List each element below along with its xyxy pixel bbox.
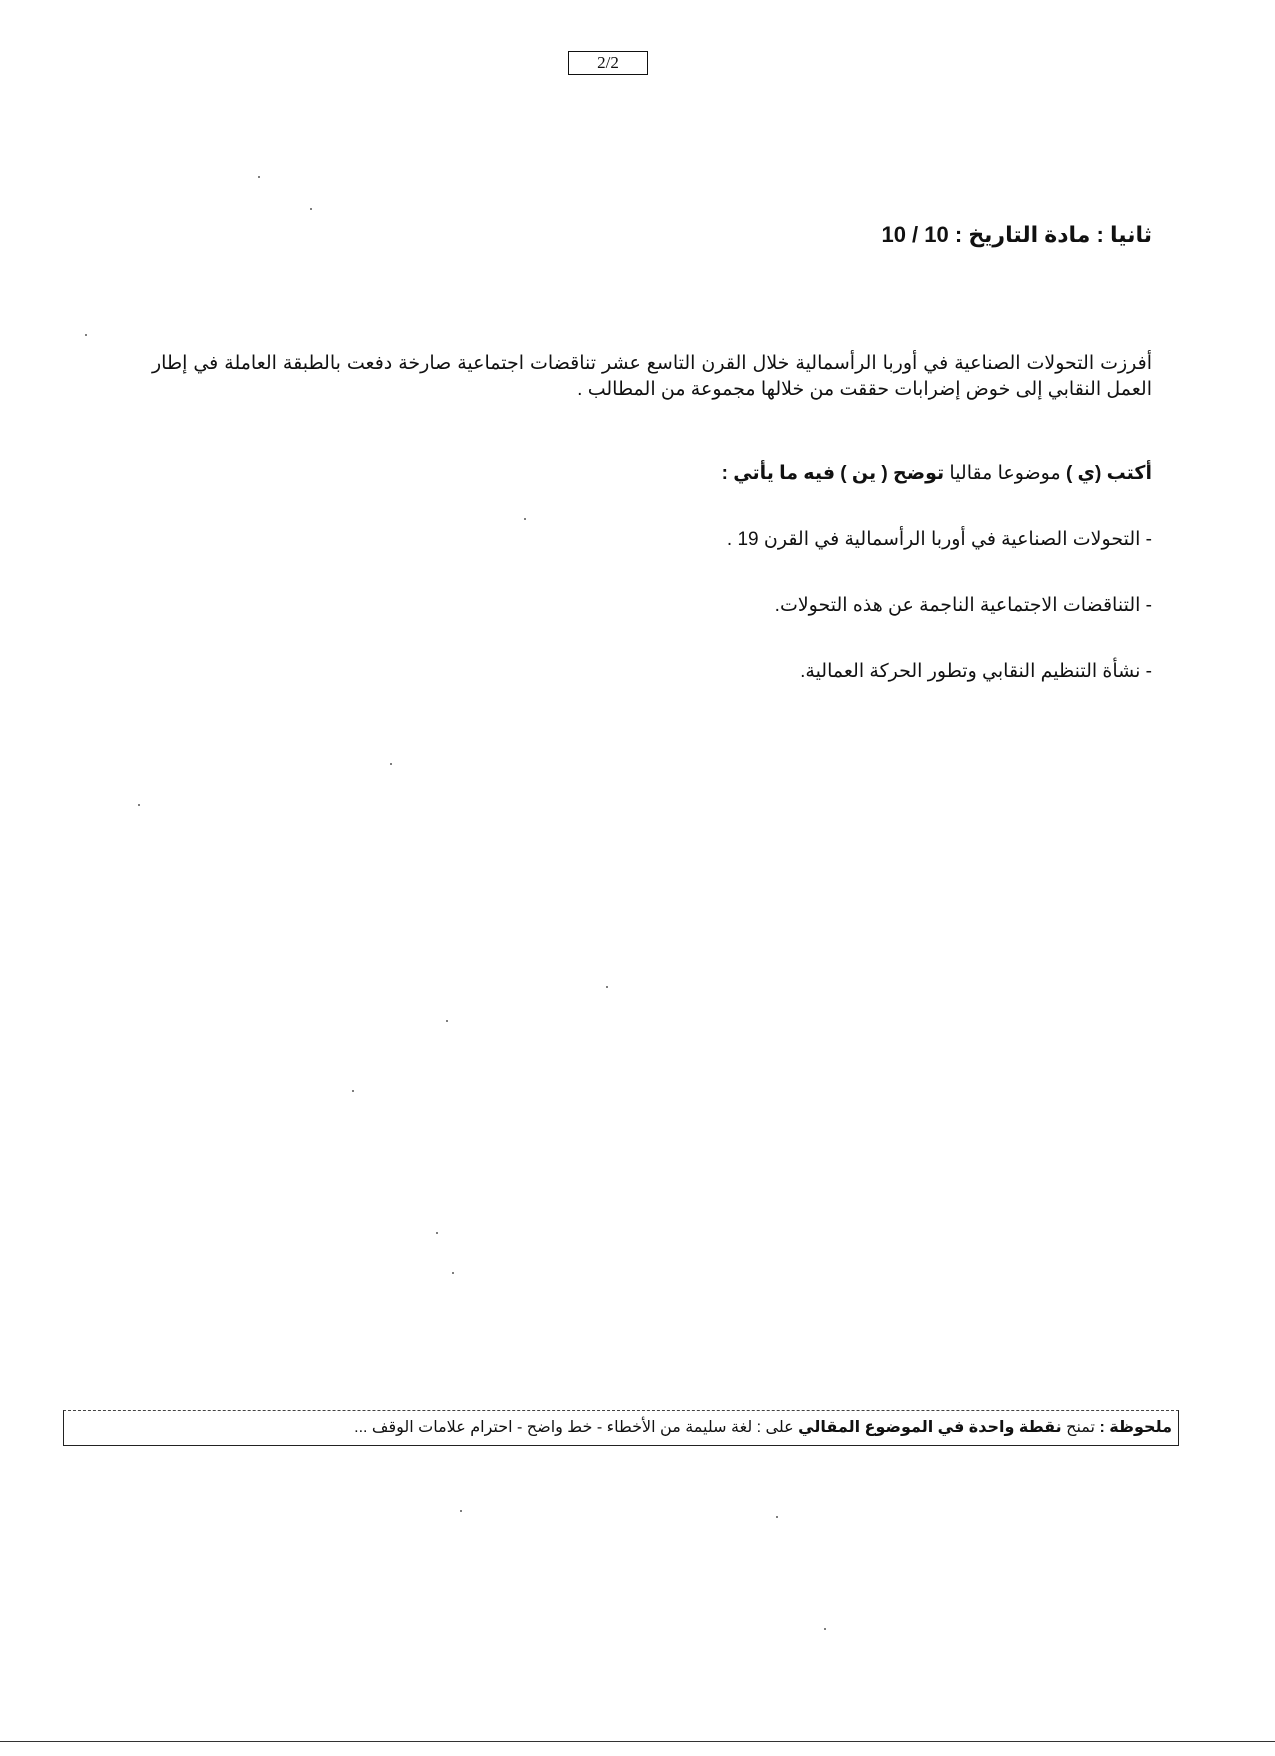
note-text-after: على : لغة سليمة من الأخطاء - خط واضح - احترام علامات الوقف ... (354, 1419, 794, 1436)
note-label: ملحوظة : (1099, 1419, 1172, 1436)
scan-speck (446, 1020, 448, 1022)
scan-speck (460, 1510, 462, 1512)
scan-speck (606, 986, 608, 988)
intro-paragraph: أفرزت التحولات الصناعية في أوربا الرأسمالية خلال القرن التاسع عشر تناقضات اجتماعية صارخة دفعت بالطبقة العاملة في إطار العمل النقابي إلى خوض إضرابات حققت من خلالها مجموعة من المطالب . (152, 353, 1152, 400)
scan-speck (310, 208, 312, 210)
task-point: - نشأة التنظيم النقابي وتطور الحركة العمالية. (800, 661, 1152, 682)
page-number: 2/2 (568, 51, 648, 75)
instruction (722, 462, 1152, 485)
footer-divider (0, 1741, 1275, 1742)
scan-speck (824, 1628, 826, 1630)
scan-speck (452, 1272, 454, 1274)
scan-speck (524, 518, 526, 520)
note-bold-point: نقطة واحدة في الموضوع المقالي (798, 1419, 1062, 1436)
scan-speck (352, 1090, 354, 1092)
note-box (63, 1410, 1179, 1446)
scan-speck (390, 763, 392, 765)
scan-speck (258, 176, 260, 178)
section-heading: ثانيا : مادة التاريخ : 10 / 10 (881, 222, 1152, 247)
scan-speck (776, 1516, 778, 1518)
scan-speck (85, 334, 87, 336)
instruction-task: توضح ( ين ) فيه ما يأتي : (721, 463, 945, 484)
instruction-verb: أكتب (ي ) (1065, 463, 1152, 484)
task-point: - التحولات الصناعية في أوربا الرأسمالية في القرن 19 . (726, 529, 1152, 550)
scan-speck (436, 1232, 438, 1234)
scan-speck (138, 804, 140, 806)
instruction-middle: موضوعا مقاليا (949, 463, 1061, 484)
note-text-before: تمنح (1066, 1419, 1095, 1436)
task-point: - التناقضات الاجتماعية الناجمة عن هذه التحولات. (774, 595, 1152, 616)
